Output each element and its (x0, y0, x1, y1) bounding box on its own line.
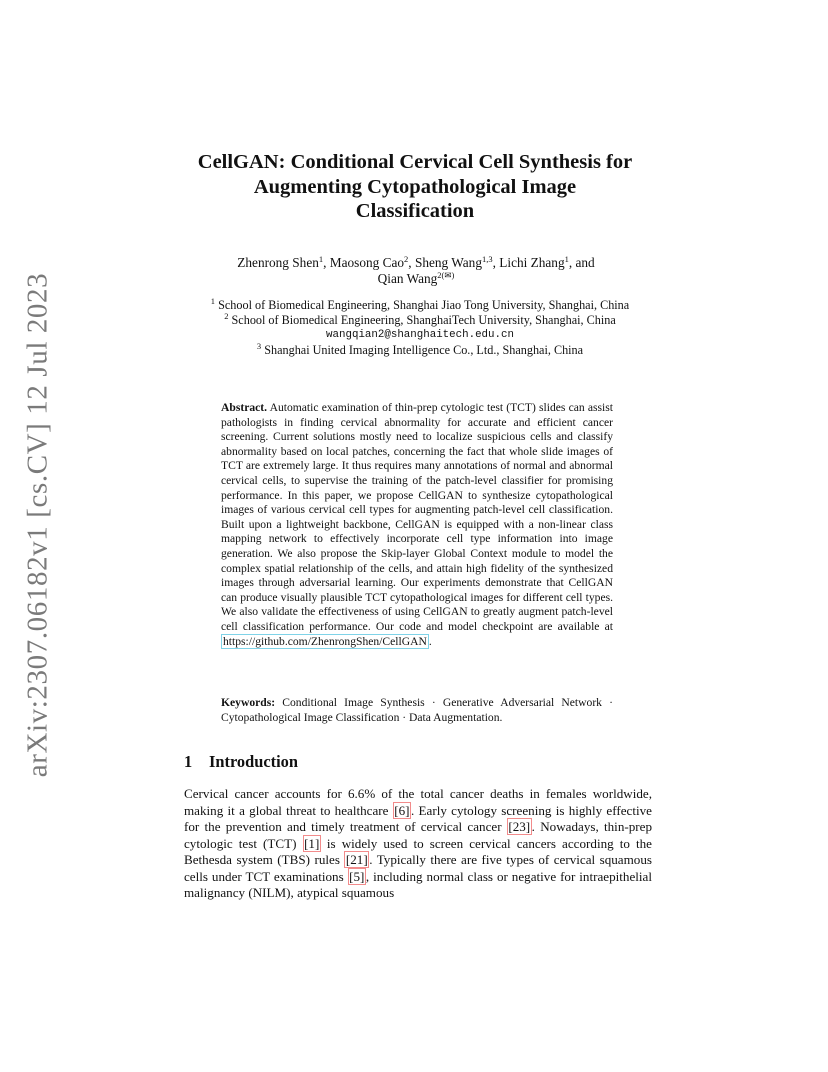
title-line: Augmenting Cytopathological Image (253, 175, 577, 198)
author-affiliation-mark: 2(✉) (437, 270, 455, 280)
paragraph-text: , including normal class or negative for intraepithelial malignancy (NILM), atypical squamous (184, 868, 652, 900)
keywords (221, 696, 613, 725)
paragraph-text: is widely used to screen cervical cancers according to the Bethesda system (TBS) rules (184, 835, 652, 867)
affiliation-text: School of Biomedical Engineering, Shanghai Jiao Tong University, Shanghai, China (218, 298, 630, 312)
citation-link[interactable]: [1] (304, 835, 320, 851)
keywords-text: Conditional Image Synthesis · Generative Adversarial Network · Cytopathological Image Classification · Data Augmentation. (221, 696, 613, 724)
affiliation-text: Shanghai United Imaging Intelligence Co., Ltd., Shanghai, China (264, 343, 584, 357)
paper-title (160, 150, 670, 224)
affiliation-number: 2 (224, 311, 229, 321)
citation-link[interactable]: [23] (508, 819, 531, 834)
author-affiliation-mark: 1 (564, 254, 569, 264)
affiliation-number: 1 (210, 296, 216, 306)
arxiv-side-identifier (14, 272, 62, 778)
title-line: CellGAN: Conditional Cervical Cell Synthesis for (197, 151, 633, 173)
section-title: Introduction (209, 752, 298, 771)
affiliations (150, 298, 690, 358)
citation-link[interactable]: [21] (345, 852, 368, 867)
affiliation-line (150, 298, 690, 313)
affiliation-number: 3 (256, 341, 262, 351)
paragraph-text: Cervical cancer accounts for 6.6% of the total cancer deaths in females worldwide, making it a global threat to healthcare (184, 786, 652, 818)
author-name: Zhenrong Shen (237, 255, 319, 270)
affiliation-line (150, 343, 690, 358)
author-name: Sheng Wang (414, 255, 482, 270)
corresponding-email[interactable]: wangqian2@shanghaitech.edu.cn (326, 329, 514, 341)
keywords-label: Keywords: (221, 696, 276, 709)
abstract-text: Automatic examination of thin-prep cytologic test (TCT) slides can assist pathologists in finding cervical abnormality for accurate and efficient cancer screening. Current solutions mostly need to localize suspicious cells and classify abnormality based on local patches, concerning the fact that whole slide images of TCT are extremely large. It thus requires many annotations of normal and abnormal cervical cells, to supervise the training of the patch-level classifier for promising performance. In this paper, we propose CellGAN to synthesize cytopathological images of various cervical cell types for augmenting patch-level cell classification. Built upon a lightweight backbone, CellGAN is equipped with a non-linear class mapping network to effectively incorporate cell type information into image generation. We also propose the Skip-layer Global Context module to model the complex spatial relationship of the cells, and attain high fidelity of the synthesized images through adversarial learning. Our experiments demonstrate that CellGAN can produce visually plausible TCT cytopathological images for different cell types. We also validate the effectiveness of using CellGAN to greatly augment patch-level cell classification performance. Our code and model checkpoint are available at (221, 401, 613, 633)
author-affiliation-mark: 2 (404, 254, 409, 264)
author-list: Zhenrong Shen$^1$, Maosong Cao$^2$, Sheng Wang$^{1,3}$, Lichi Zhang$^1$, and Qian Wang$^{2(✉)}$ (237, 254, 595, 286)
citation-link[interactable]: [5] (349, 868, 365, 884)
author-conjunction: , and (568, 255, 595, 270)
author-name: Maosong Cao (329, 255, 405, 270)
paragraph-text: . Typically there are five types of cervical squamous cells under TCT examinations (184, 852, 652, 884)
introduction-paragraph (184, 786, 652, 902)
arxiv-identifier-text: arXiv:2307.06182v1 [cs.CV] 12 Jul 2023 (21, 272, 54, 778)
author-affiliation-mark: 1,3 (481, 254, 493, 264)
code-repository-link[interactable]: https://github.com/ZhenrongShen/CellGAN (223, 634, 427, 648)
paragraph-text: . Nowadays, thin-prep cytologic test (TCT) (184, 819, 652, 851)
paragraph-text: . Early cytology screening is highly effective for the prevention and timely treatment of cervical cancer (184, 802, 652, 834)
author-name: Lichi Zhang (499, 255, 565, 270)
affiliation-text: School of Biomedical Engineering, ShanghaiTech University, Shanghai, China (231, 313, 616, 327)
author-affiliation-mark: 1 (318, 254, 324, 264)
abstract (221, 401, 613, 649)
citation-link[interactable]: [6] (394, 802, 410, 818)
section-heading (184, 752, 298, 772)
affiliation-line (150, 313, 690, 328)
section-number: 1 (184, 752, 193, 771)
abstract-label: Abstract. (221, 401, 268, 414)
abstract-end-punct: . (428, 634, 432, 648)
title-line: Classification (355, 200, 475, 222)
author-name: Qian Wang (377, 271, 438, 286)
